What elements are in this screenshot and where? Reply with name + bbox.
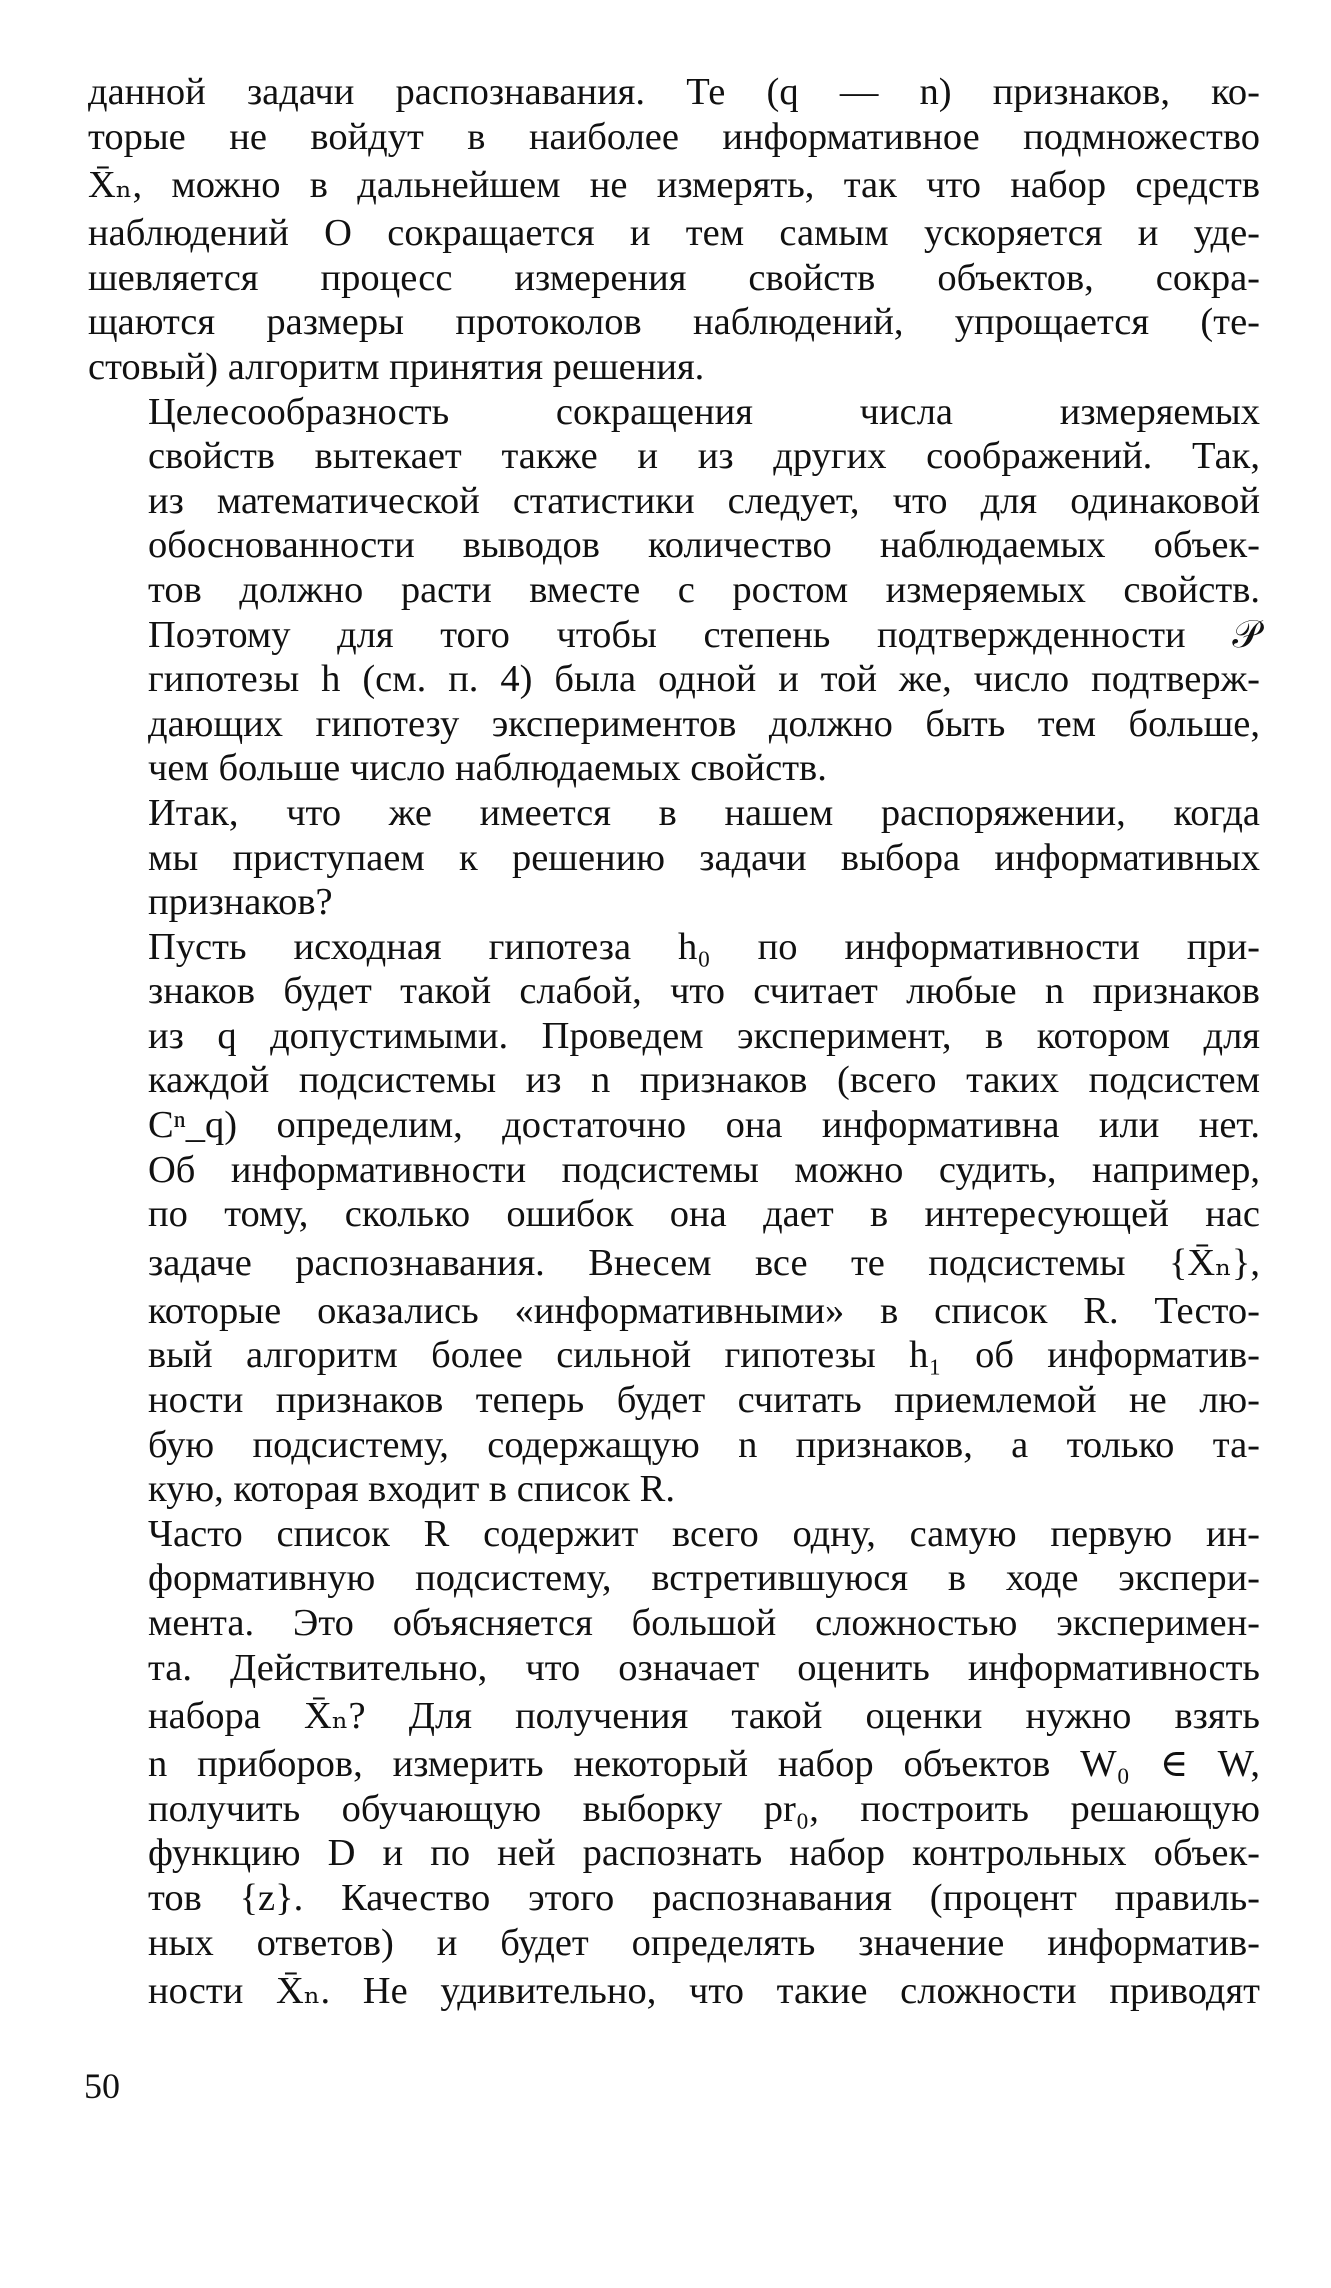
text-line: Часто список R содержит всего одну, самую первую ин- [148,1512,1260,1555]
text-line: чем больше число наблюдаемых свойств. [148,747,827,790]
text-line: ности X̄ₙ. Не удивительно, что такие сложности приводят [148,1970,1260,2013]
paragraph-2 [88,390,1260,791]
text-line: данной задачи распознавания. Те (q — n) признаков, ко- [88,71,1260,113]
text-line: ных ответов) и будет определять значение информатив- [148,1921,1260,1964]
text-line: свойств вытекает также и из других соображений. Так, [148,435,1260,478]
text-line: получить обучающую выборку pr₀, построить решающую [148,1787,1260,1830]
text-line: n приборов, измерить некоторый набор объектов W₀ ∈ W, [148,1743,1260,1786]
page-body [88,70,1260,2017]
text-line: мента. Это объясняется большой сложностью эксперимен- [148,1602,1260,1644]
text-line: которые оказались «информативными» в список R. Тесто- [148,1289,1260,1332]
text-line: мы приступаем к решению задачи выбора информативных [148,836,1260,879]
text-line: Целесообразность сокращения числа измеряемых [148,390,1260,433]
page-number: 50 [84,2066,120,2106]
text-line: Пусть исходная гипотеза h₀ по информативности при- [148,925,1260,968]
paragraph-1 [88,70,1260,390]
text-line: ности признаков теперь будет считать приемлемой не лю- [148,1379,1260,1422]
text-line: из математической статистики следует, что для одинаковой [148,479,1260,522]
text-line: обоснованности выводов количество наблюдаемых объек- [148,524,1260,567]
text-line: Поэтому для того чтобы степень подтвержденности 𝒫 [148,613,1260,656]
text-line: гипотезы h (см. п. 4) была одной и той же, число подтверж- [148,658,1260,701]
text-line: та. Действительно, что означает оценить информативность [148,1646,1260,1689]
text-line: формативную подсистему, встретившуюся в ходе экспери- [148,1557,1260,1600]
text-line: торые не войдут в наиболее информативное подмножество [88,115,1260,158]
paragraph-5 [88,1512,1260,2017]
text-line: дающих гипотезу экспериментов должно быть тем больше, [148,702,1260,745]
text-line: тов {z}. Качество этого распознавания (процент правиль- [148,1876,1260,1919]
text-line: Cⁿ_q) определим, достаточно она информативна или нет. [148,1104,1260,1147]
text-line: X̄ₙ, можно в дальнейшем не измерять, так что набор средств [88,164,1260,207]
text-line: Об информативности подсистемы можно судить, например, [148,1148,1260,1191]
paragraph-4 [88,925,1260,1512]
text-line: бую подсистему, содержащую n признаков, а только та- [148,1423,1260,1466]
text-line: набора X̄ₙ? Для получения такой оценки нужно взять [148,1695,1260,1738]
text-line: задаче распознавания. Внесем все те подсистемы {X̄ₙ}, [148,1241,1260,1284]
text-line: каждой подсистемы из n признаков (всего таких подсистем [148,1059,1260,1102]
text-line: наблюдений O сокращается и тем самым ускоряется и уде- [88,212,1260,255]
text-line: шевляется процесс измерения свойств объектов, сокра- [88,256,1260,299]
text-line: признаков? [148,881,333,924]
text-line: стовый) алгоритм принятия решения. [88,345,705,388]
text-line: тов должно расти вместе с ростом измеряемых свойств. [148,568,1260,611]
text-line: из q допустимыми. Проведем эксперимент, в котором для [148,1014,1260,1057]
text-line: по тому, сколько ошибок она дает в интересующей нас [148,1193,1260,1236]
text-line: знаков будет такой слабой, что считает любые n признаков [148,970,1260,1013]
paragraph-3 [88,791,1260,925]
text-line: щаются размеры протоколов наблюдений, упрощается (те- [88,301,1260,344]
text-line: вый алгоритм более сильной гипотезы h₁ об информатив- [148,1334,1260,1377]
text-line: кую, которая входит в список R. [148,1468,675,1511]
text-line: функцию D и по ней распознать набор контрольных объек- [148,1832,1260,1875]
text-line: Итак, что же имеется в нашем распоряжении, когда [148,791,1260,834]
